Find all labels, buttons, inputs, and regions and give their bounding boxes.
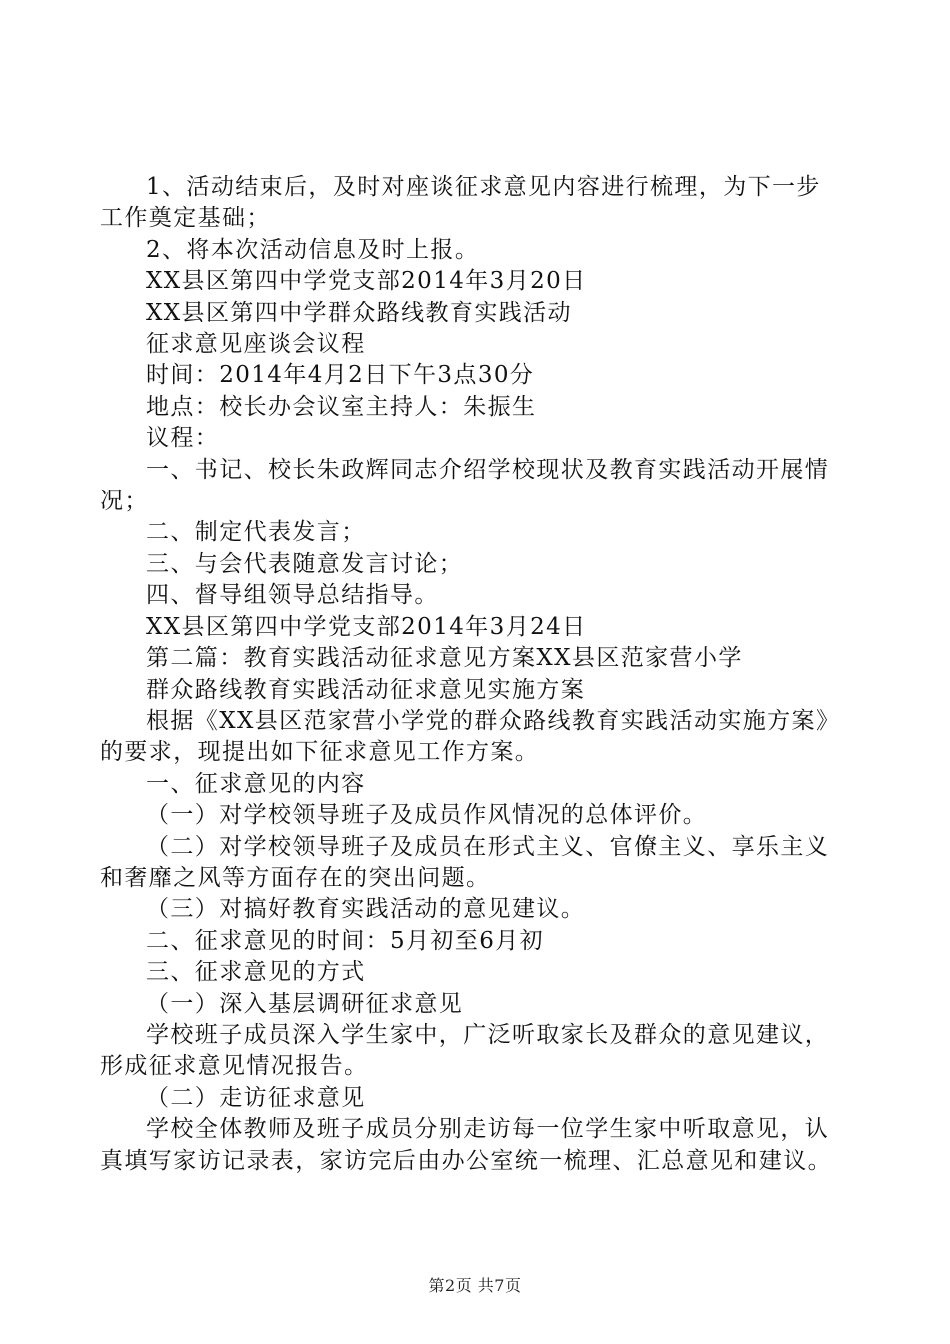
paragraph-3: XX县区第四中学党支部2014年3月20日 bbox=[146, 268, 587, 295]
paragraph-5: 征求意见座谈会议程 bbox=[146, 331, 366, 358]
paragraph-22: 三、征求意见的方式 bbox=[146, 959, 366, 986]
paragraph-26: 学校全体教师及班子成员分别走访每一位学生家中听取意见，认真填写家访记录表，家访完后由办公室统一梳理、汇总意见和建议。 bbox=[100, 1116, 832, 1174]
paragraph-16: 根据《XX县区范家营小学党的群众路线教育实践活动实施方案》的要求，现提出如下征求意见工作方案。 bbox=[100, 707, 829, 766]
paragraph-20: （三）对搞好教育实践活动的意见建议。 bbox=[146, 896, 586, 923]
paragraph-12: 四、督导组领导总结指导。 bbox=[146, 582, 439, 609]
paragraph-13: XX县区第四中学党支部2014年3月24日 bbox=[146, 613, 587, 640]
document-body bbox=[100, 172, 840, 1177]
paragraph-7: 地点：校长办会议室主持人：朱振生 bbox=[146, 393, 537, 420]
paragraph-1: 1、活动结束后，及时对座谈征求意见内容进行梳理，为下一步工作奠定基础； bbox=[100, 174, 821, 232]
paragraph-23: （一）深入基层调研征求意见 bbox=[146, 990, 464, 1017]
paragraph-17: 一、征求意见的内容 bbox=[146, 770, 366, 797]
paragraph-18: （一）对学校领导班子及成员作风情况的总体评价。 bbox=[146, 802, 708, 829]
paragraph-6: 时间：2014年4月2日下午3点30分 bbox=[146, 362, 535, 389]
paragraph-9: 一、书记、校长朱政辉同志介绍学校现状及教育实践活动开展情况； bbox=[100, 456, 830, 515]
paragraph-10: 二、制定代表发言； bbox=[146, 519, 366, 546]
paragraph-14: 第二篇：教育实践活动征求意见方案XX县区范家营小学 bbox=[146, 645, 743, 672]
paragraph-8: 议程： bbox=[146, 425, 220, 452]
paragraph-24: 学校班子成员深入学生家中，广泛听取家长及群众的意见建议，形成征求意见情况报告。 bbox=[100, 1021, 830, 1080]
paragraph-15: 群众路线教育实践活动征求意见实施方案 bbox=[146, 676, 586, 703]
paragraph-19: （二）对学校领导班子及成员在形式主义、官僚主义、享乐主义和奢靡之风等方面存在的突出问题。 bbox=[100, 833, 830, 891]
paragraph-21: 二、征求意见的时间：5月初至6月初 bbox=[146, 927, 545, 954]
paragraph-25: （二）走访征求意见 bbox=[146, 1084, 366, 1111]
paragraph-4: XX县区第四中学群众路线教育实践活动 bbox=[146, 299, 572, 326]
paragraph-11: 三、与会代表随意发言讨论； bbox=[146, 550, 464, 577]
page-number-footer: 第2页 共7页 bbox=[428, 1276, 522, 1295]
paragraph-2: 2、将本次活动信息及时上报。 bbox=[146, 236, 480, 263]
